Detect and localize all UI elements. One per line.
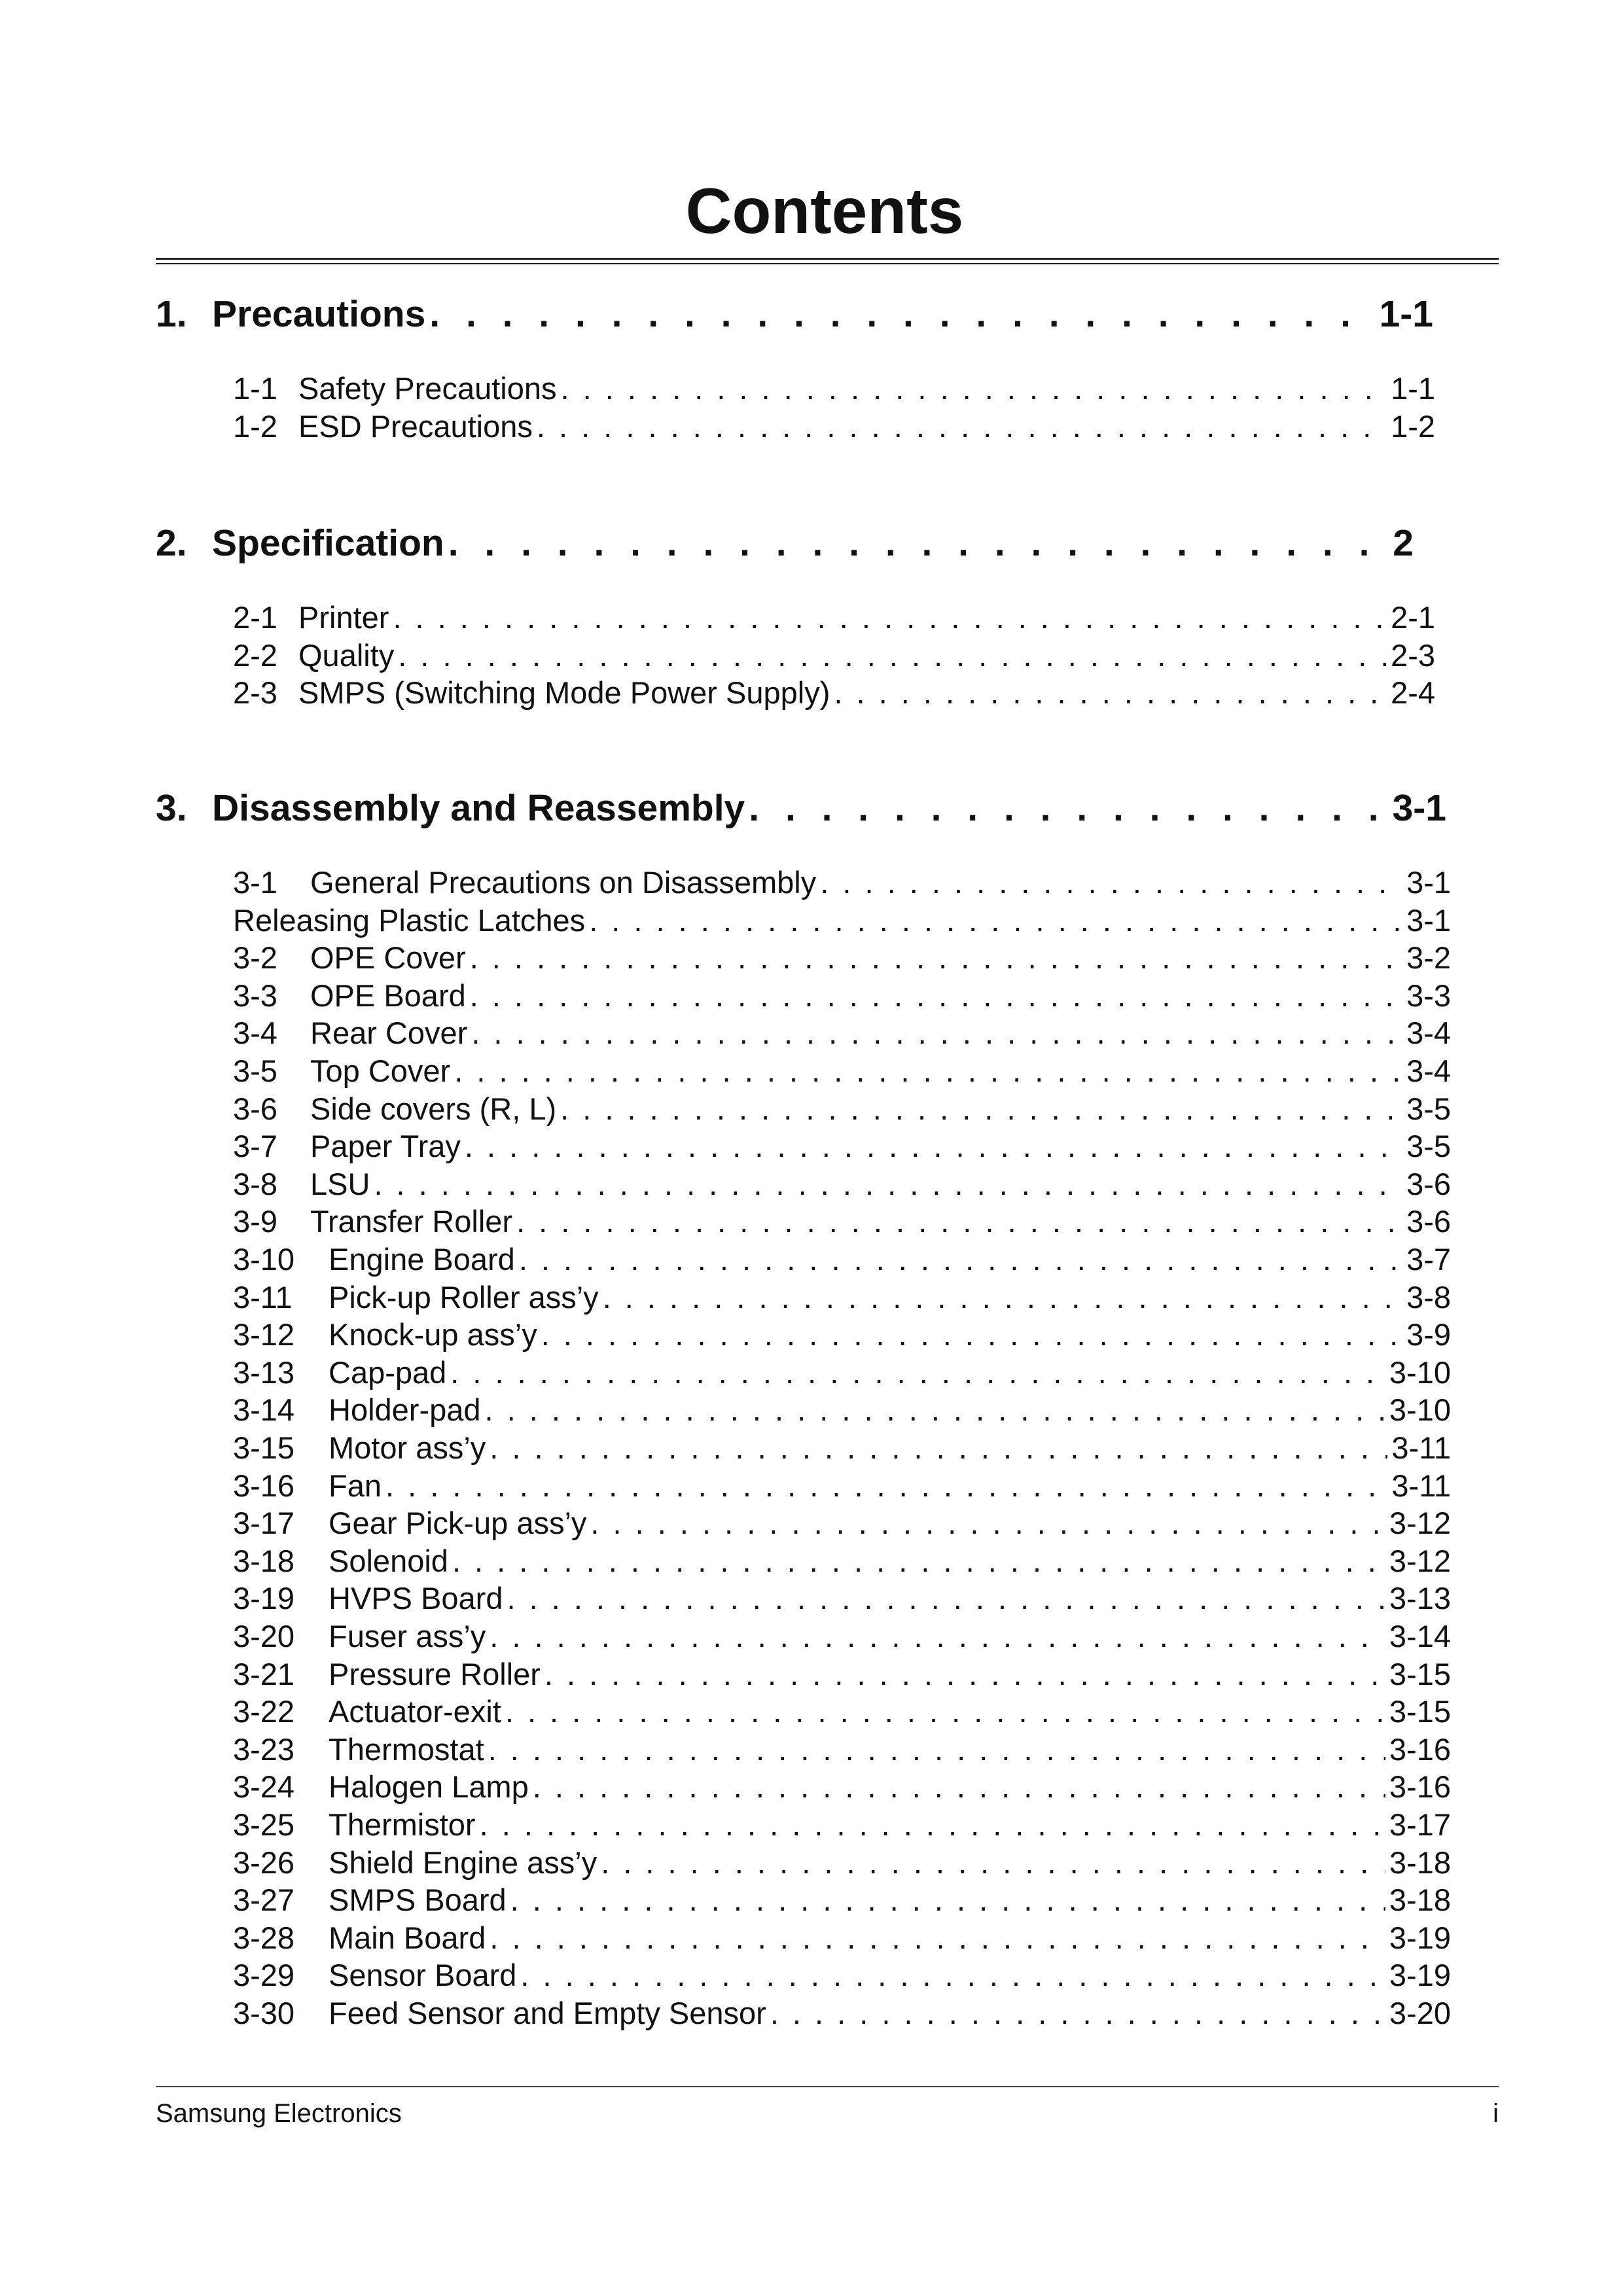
dot-leader (452, 1542, 1385, 1580)
entry-label: Printer (298, 600, 389, 635)
toc-entry[interactable] (233, 1844, 1451, 1882)
entry-code: 3-15 (233, 1430, 295, 1465)
dot-leader (589, 902, 1402, 940)
entry-page: 3-3 (1406, 978, 1451, 1013)
entry-page: 3-10 (1389, 1392, 1451, 1427)
entry-code: 3-4 (233, 1016, 277, 1050)
dot-leader (544, 1655, 1385, 1693)
dot-leader (520, 1956, 1385, 1994)
toc-entry[interactable] (233, 902, 1451, 940)
dot-leader (485, 1391, 1385, 1429)
toc-entry[interactable] (233, 1316, 1451, 1354)
entry-page: 3-11 (1391, 1468, 1451, 1503)
entry-code: 1-1 (233, 371, 277, 406)
entry-page: 1-1 (1391, 371, 1435, 406)
section-page: 2 (1393, 522, 1414, 564)
entry-page: 3-6 (1406, 1167, 1451, 1201)
entry-code: 3-24 (233, 1769, 295, 1804)
dot-leader (834, 674, 1387, 712)
toc-entry[interactable] (233, 1693, 1451, 1731)
entry-label: Pick-up Roller ass’y (329, 1280, 599, 1315)
dot-leader (429, 291, 1375, 337)
entry-code: 3-3 (233, 978, 277, 1013)
title-rule-secondary (156, 263, 1499, 264)
toc-entry[interactable] (233, 977, 1451, 1015)
toc-entry[interactable] (233, 1165, 1451, 1203)
section-heading[interactable] (156, 520, 1414, 566)
entry-page: 3-15 (1389, 1694, 1451, 1729)
entry-label: Gear Pick-up ass’y (329, 1506, 587, 1540)
entry-code: 3-19 (233, 1581, 295, 1616)
entry-page: 3-20 (1389, 1996, 1451, 2030)
dot-leader (490, 1429, 1387, 1467)
dot-leader (770, 1994, 1385, 2032)
entry-page: 3-4 (1406, 1016, 1451, 1050)
entry-code: 2-2 (233, 638, 277, 673)
toc-entry[interactable] (233, 939, 1451, 977)
entry-code: 3-6 (233, 1091, 277, 1126)
dot-leader (398, 637, 1387, 675)
entry-code: 3-23 (233, 1732, 295, 1767)
dot-leader (601, 1844, 1385, 1882)
entry-code: 3-26 (233, 1845, 295, 1880)
section-number: 3. (156, 787, 187, 829)
entry-label: Releasing Plastic Latches (233, 903, 586, 938)
dot-leader (450, 1354, 1385, 1392)
toc-entry[interactable] (233, 1241, 1451, 1279)
entry-label: LSU (310, 1167, 370, 1201)
dot-leader (470, 939, 1402, 977)
entry-label: OPE Cover (310, 940, 466, 975)
entry-code: 3-1 (233, 865, 277, 900)
entry-label: Quality (298, 638, 395, 673)
dot-leader (507, 1580, 1385, 1617)
footer-page-number: i (1493, 2099, 1499, 2128)
toc-entry[interactable] (233, 370, 1435, 408)
entry-page: 3-1 (1406, 865, 1451, 900)
entry-label: Pressure Roller (329, 1657, 541, 1691)
entry-code: 3-10 (233, 1242, 295, 1277)
entry-page: 3-12 (1389, 1544, 1451, 1578)
entry-label: OPE Board (310, 978, 466, 1013)
section-page: 1-1 (1379, 293, 1433, 335)
entry-label: Actuator-exit (329, 1694, 501, 1729)
toc-entry[interactable] (233, 1391, 1451, 1429)
entry-label: HVPS Board (329, 1581, 503, 1616)
section-title: Disassembly and Reassembly (212, 787, 745, 829)
toc-entry[interactable] (233, 1919, 1451, 1957)
entry-page: 3-16 (1389, 1769, 1451, 1804)
entry-label: Fan (329, 1468, 382, 1503)
section-page: 3-1 (1392, 787, 1446, 829)
toc-entry[interactable] (233, 1429, 1451, 1467)
entry-code: 3-22 (233, 1694, 295, 1729)
dot-leader (385, 1467, 1387, 1505)
toc-entry[interactable] (233, 1504, 1451, 1542)
toc-entry[interactable] (233, 1768, 1451, 1806)
entry-label: Shield Engine ass’y (329, 1845, 597, 1880)
dot-leader (448, 520, 1389, 566)
dot-leader (510, 1881, 1385, 1919)
entry-page: 3-18 (1389, 1882, 1451, 1917)
dot-leader (393, 599, 1387, 637)
entry-code: 3-8 (233, 1167, 277, 1201)
entry-code: 3-2 (233, 940, 277, 975)
dot-leader (561, 370, 1387, 408)
section-heading[interactable] (156, 291, 1433, 337)
entry-label: Main Board (329, 1920, 486, 1955)
entry-label: Sensor Board (329, 1958, 517, 1992)
toc-entry[interactable] (233, 1881, 1451, 1919)
entry-code: 2-3 (233, 675, 277, 710)
entry-label: Side covers (R, L) (310, 1091, 557, 1126)
entry-label: SMPS (Switching Mode Power Supply) (298, 675, 830, 710)
dot-leader (470, 977, 1402, 1015)
dot-leader (490, 1919, 1385, 1957)
entry-page: 3-15 (1389, 1657, 1451, 1691)
entry-page: 3-8 (1406, 1280, 1451, 1315)
entry-code: 3-7 (233, 1129, 277, 1163)
entry-label: Motor ass’y (329, 1430, 486, 1465)
section-title: Precautions (212, 293, 426, 335)
toc-entry[interactable] (233, 1203, 1451, 1241)
toc-entry[interactable] (233, 1090, 1451, 1128)
entry-page: 3-17 (1389, 1807, 1451, 1842)
entry-code: 3-12 (233, 1317, 295, 1352)
entry-code: 3-25 (233, 1807, 295, 1842)
entry-page: 3-16 (1389, 1732, 1451, 1767)
entry-page: 3-4 (1406, 1053, 1451, 1088)
entry-code: 3-14 (233, 1392, 295, 1427)
toc-entry[interactable] (233, 1806, 1451, 1844)
dot-leader (603, 1279, 1402, 1316)
entry-page: 3-19 (1389, 1958, 1451, 1992)
entry-page: 1-2 (1391, 409, 1435, 444)
dot-leader (820, 864, 1402, 902)
entry-label: General Precautions on Disassembly (310, 865, 817, 900)
entry-label: Engine Board (329, 1242, 515, 1277)
page-title: Contents (685, 175, 964, 247)
toc-entry[interactable] (233, 864, 1451, 902)
toc-entry[interactable] (233, 1467, 1451, 1505)
title-rule (156, 258, 1499, 260)
entry-label: Cap-pad (329, 1355, 447, 1390)
entry-label: Halogen Lamp (329, 1769, 529, 1804)
toc-entry[interactable] (233, 1354, 1451, 1392)
entry-label: Rear Cover (310, 1016, 468, 1050)
entry-page: 3-18 (1389, 1845, 1451, 1880)
entry-code: 3-5 (233, 1053, 277, 1088)
section-title: Specification (212, 522, 444, 564)
entry-label: Paper Tray (310, 1129, 461, 1163)
entry-label: Safety Precautions (298, 371, 557, 406)
toc-entry[interactable] (233, 1731, 1451, 1769)
entry-code: 1-2 (233, 409, 277, 444)
section-number: 2. (156, 522, 187, 564)
entry-page: 3-9 (1406, 1317, 1451, 1352)
dot-leader (480, 1806, 1385, 1844)
entry-label: Top Cover (310, 1053, 451, 1088)
toc-entry[interactable] (233, 1127, 1451, 1165)
toc-entry[interactable] (233, 637, 1435, 675)
dot-leader (749, 785, 1388, 831)
entry-page: 3-5 (1406, 1129, 1451, 1163)
entry-page: 3-5 (1406, 1091, 1451, 1126)
toc-entry[interactable] (233, 1956, 1451, 1994)
entry-page: 3-7 (1406, 1242, 1451, 1277)
dot-leader (465, 1127, 1402, 1165)
entry-page: 2-4 (1391, 675, 1435, 710)
section-heading[interactable] (156, 785, 1446, 831)
entry-code: 3-21 (233, 1657, 295, 1691)
footer-rule (156, 2086, 1499, 2087)
dot-leader (490, 1617, 1385, 1655)
dot-leader (505, 1693, 1385, 1731)
toc-entry[interactable] (233, 1542, 1451, 1580)
entry-code: 3-17 (233, 1506, 295, 1540)
entry-page: 3-14 (1389, 1619, 1451, 1653)
entry-page: 3-1 (1406, 903, 1451, 938)
dot-leader (488, 1731, 1385, 1769)
toc-entry[interactable] (233, 1617, 1451, 1655)
entry-code: 2-1 (233, 600, 277, 635)
dot-leader (519, 1241, 1402, 1279)
entry-code: 3-28 (233, 1920, 295, 1955)
entry-label: Thermostat (329, 1732, 484, 1767)
dot-leader (374, 1165, 1402, 1203)
entry-page: 3-19 (1389, 1920, 1451, 1955)
dot-leader (516, 1203, 1402, 1241)
entry-code: 3-20 (233, 1619, 295, 1653)
section-number: 1. (156, 293, 187, 335)
footer-publisher: Samsung Electronics (156, 2099, 402, 2128)
dot-leader (560, 1090, 1402, 1128)
toc-entry[interactable] (233, 1655, 1451, 1693)
entry-code: 3-27 (233, 1882, 295, 1917)
dot-leader (471, 1014, 1402, 1052)
toc-entry[interactable] (233, 1014, 1451, 1052)
entry-label: Thermistor (329, 1807, 476, 1842)
entry-label: SMPS Board (329, 1882, 507, 1917)
entry-label: Feed Sensor and Empty Sensor (329, 1996, 766, 2030)
toc-entry[interactable] (233, 1052, 1451, 1090)
entry-code: 3-29 (233, 1958, 295, 1992)
entry-page: 3-10 (1389, 1355, 1451, 1390)
entry-label: Fuser ass’y (329, 1619, 486, 1653)
toc-entry[interactable] (233, 599, 1435, 637)
dot-leader (541, 1316, 1402, 1354)
entry-label: Knock-up ass’y (329, 1317, 537, 1352)
entry-code: 3-30 (233, 1996, 295, 2030)
entry-code: 3-11 (233, 1280, 293, 1315)
entry-page: 3-11 (1391, 1430, 1451, 1465)
entry-label: Transfer Roller (310, 1204, 513, 1239)
entry-page: 3-6 (1406, 1204, 1451, 1239)
entry-code: 3-13 (233, 1355, 295, 1390)
entry-code: 3-18 (233, 1544, 295, 1578)
entry-label: Holder-pad (329, 1392, 481, 1427)
toc-entry[interactable] (233, 674, 1435, 712)
toc-entry[interactable] (233, 1580, 1451, 1617)
entry-page: 3-2 (1406, 940, 1451, 975)
dot-leader (454, 1052, 1402, 1090)
dot-leader (590, 1504, 1385, 1542)
entry-page: 3-12 (1389, 1506, 1451, 1540)
dot-leader (533, 1768, 1385, 1806)
entry-page: 2-3 (1391, 638, 1435, 673)
entry-page: 2-1 (1391, 600, 1435, 635)
entry-code: 3-16 (233, 1468, 295, 1503)
dot-leader (537, 408, 1387, 446)
entry-label: ESD Precautions (298, 409, 533, 444)
toc-entry[interactable] (233, 1994, 1451, 2032)
entry-page: 3-13 (1389, 1581, 1451, 1616)
entry-code: 3-9 (233, 1204, 277, 1239)
toc-entry[interactable] (233, 408, 1435, 446)
toc-entry[interactable] (233, 1279, 1451, 1316)
entry-label: Solenoid (329, 1544, 448, 1578)
